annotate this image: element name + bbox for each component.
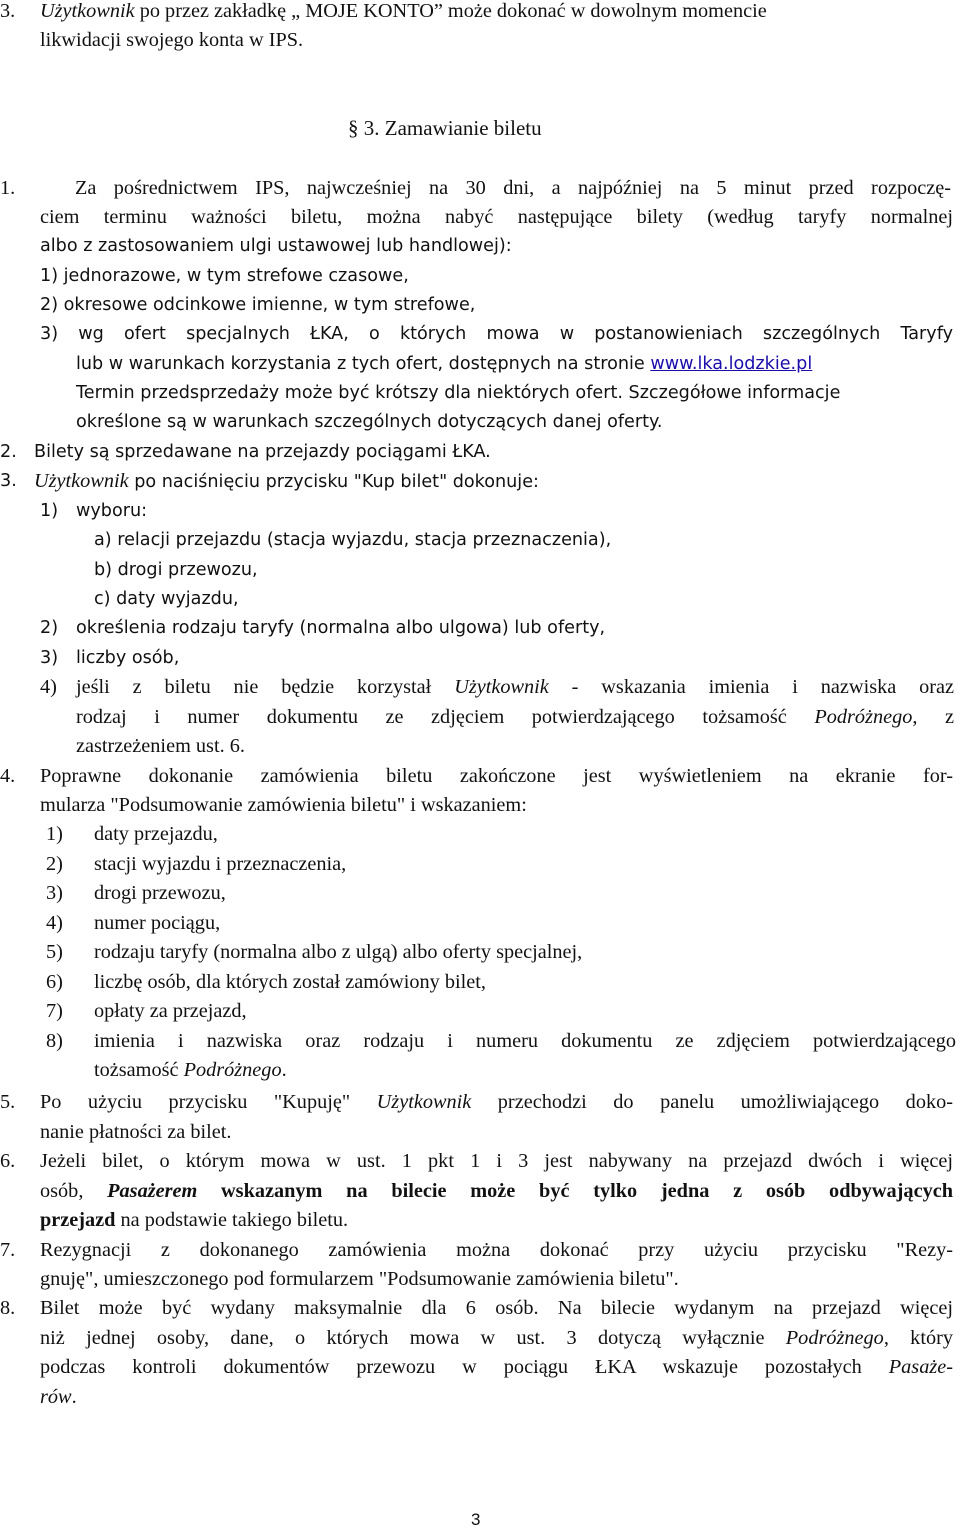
p4-item-4-text: numer pociągu, <box>94 912 221 934</box>
p3-item-3-number: 3) <box>40 648 59 668</box>
p3-item-3-text: liczby osób, <box>76 648 180 668</box>
p3-item-1-number: 1) <box>40 501 59 521</box>
p1-number: 1. <box>0 177 16 199</box>
p6-line-1: Jeżeli bilet, o którym mowa w ust. 1 pkt 1 i 3 jest nabywany na przejazd dwóch i więcej <box>40 1150 953 1172</box>
p4-number: 4. <box>0 765 16 787</box>
p1-item-3: 3) wg ofert specjalnych ŁKA, o których mowa w postanowieniach szczególnych Taryfy <box>40 324 953 344</box>
p8-line-2: niż jednej osoby, dane, o których mowa w ust. 3 dotyczą wyłącznie Podróżnego, który <box>40 1327 953 1349</box>
p3-subitem-c: c) daty wyjazdu, <box>94 589 239 609</box>
p8-number: 8. <box>0 1297 16 1319</box>
p2-number: 2. <box>0 442 17 462</box>
section-title: § 3. Zamawianie biletu <box>348 116 542 140</box>
p4-item-1-text: daty przejazdu, <box>94 823 218 845</box>
p4-item-2-number: 2) <box>46 853 63 875</box>
p4-item-6-number: 6) <box>46 971 63 993</box>
p4-item-6-text: liczbę osób, dla których został zamówiony bilet, <box>94 971 486 993</box>
lka-website-link[interactable]: www.lka.lodzkie.pl <box>650 354 813 374</box>
p3-item-1-text: wyboru: <box>76 501 148 521</box>
p4-item-5-text: rodzaju taryfy (normalna albo z ulgą) albo oferty specjalnej, <box>94 941 583 963</box>
p8-line-4: rów. <box>40 1386 77 1408</box>
page-number: 3 <box>471 1510 481 1529</box>
p1-note-line-1: Termin przedsprzedaży może być krótszy dla niektórych ofert. Szczegółowe informacje <box>76 383 841 403</box>
p1-line-3: albo z zastosowaniem ulgi ustawowej lub handlowej): <box>40 236 512 256</box>
p4-item-8-text: imienia i nazwiska oraz rodzaju i numeru dokumentu ze zdjęciem potwierdzającego <box>94 1030 956 1052</box>
p7-line-1: Rezygnacji z dokonanego zamówienia można dokonać przy użyciu przycisku "Rezy- <box>40 1239 953 1261</box>
p3-number: 3. <box>0 471 17 491</box>
p4-item-8-number: 8) <box>46 1030 63 1052</box>
p3-item-2-number: 2) <box>40 618 59 638</box>
p3-item-4-number: 4) <box>40 676 57 698</box>
p3-subitem-a: a) relacji przejazdu (stacja wyjazdu, stacja przeznaczenia), <box>94 530 612 550</box>
p1-note-line-2: określone są w warunkach szczególnych dotyczących danej oferty. <box>76 412 663 432</box>
p4-item-8-line-2: tożsamość Podróżnego. <box>94 1059 287 1081</box>
p4-item-7-text: opłaty za przejazd, <box>94 1000 247 1022</box>
p5-line-2: nanie płatności za bilet. <box>40 1121 232 1143</box>
p4-line-1: Poprawne dokonanie zamówienia biletu zakończone jest wyświetleniem na ekranie for- <box>40 765 953 787</box>
p4-item-4-number: 4) <box>46 912 63 934</box>
p7-number: 7. <box>0 1239 16 1261</box>
p3-item-4-line-3: zastrzeżeniem ust. 6. <box>76 735 245 757</box>
p1-line-1: Za pośrednictwem IPS, najwcześniej na 30 dni, a najpóźniej na 5 minut przed rozpoczę- <box>75 177 951 199</box>
p3-item-4-line-1: jeśli z biletu nie będzie korzystał Użytkownik - wskazania imienia i nazwiska oraz <box>76 676 954 698</box>
p1-item-2: 2) okresowe odcinkowe imienne, w tym strefowe, <box>40 295 476 315</box>
p4-item-5-number: 5) <box>46 941 63 963</box>
p1-item-1: 1) jednorazowe, w tym strefowe czasowe, <box>40 266 409 286</box>
p6-number: 6. <box>0 1150 16 1172</box>
intro-number: 3. <box>0 0 16 22</box>
intro-line-2: likwidacji swojego konta w IPS. <box>40 29 304 51</box>
p3-intro: Użytkownik po naciśnięciu przycisku "Kup bilet" dokonuje: <box>34 470 539 492</box>
p8-line-3: podczas kontroli dokumentów przewozu w pociągu ŁKA wskazuje pozostałych Pasaże- <box>40 1356 953 1378</box>
p3-item-4-line-2: rodzaj i numer dokumentu ze zdjęciem potwierdzającego tożsamość Podróżnego, z <box>76 706 954 728</box>
p5-line-1: Po użyciu przycisku "Kupuję" Użytkownik przechodzi do panelu umożliwiającego doko- <box>40 1091 954 1113</box>
p6-line-3: przejazd na podstawie takiego biletu. <box>40 1209 349 1231</box>
intro-line-1: Użytkownik po przez zakładkę „ MOJE KONTO” może dokonać w dowolnym momencie <box>40 0 767 22</box>
p1-line-2: ciem terminu ważności biletu, można nabyć następujące bilety (według taryfy normalnej <box>40 206 953 228</box>
p4-item-7-number: 7) <box>46 1000 63 1022</box>
p6-line-2: osób, Pasażerem wskazanym na bilecie może być tylko jedna z osób odbywających <box>40 1180 953 1202</box>
p4-item-3-number: 3) <box>46 882 63 904</box>
p7-line-2: gnuję", umieszczonego pod formularzem "Podsumowanie zamówienia biletu". <box>40 1268 679 1290</box>
p4-line-2: mularza "Podsumowanie zamówienia biletu" i wskazaniem: <box>40 794 527 816</box>
p1-item-3-line-2: lub w warunkach korzystania z tych ofert, dostępnych na stronie www.lka.lodzkie.pl <box>76 354 813 374</box>
p3-subitem-b: b) drogi przewozu, <box>94 560 258 580</box>
p4-item-2-text: stacji wyjazdu i przeznaczenia, <box>94 853 347 875</box>
p8-line-1: Bilet może być wydany maksymalnie dla 6 osób. Na bilecie wydanym na przejazd więcej <box>40 1297 953 1319</box>
p2-text: Bilety są sprzedawane na przejazdy pociągami ŁKA. <box>34 442 491 462</box>
p5-number: 5. <box>0 1091 16 1113</box>
p4-item-3-text: drogi przewozu, <box>94 882 226 904</box>
p4-item-1-number: 1) <box>46 823 63 845</box>
p3-item-2-text: określenia rodzaju taryfy (normalna albo ulgowa) lub oferty, <box>76 618 606 638</box>
